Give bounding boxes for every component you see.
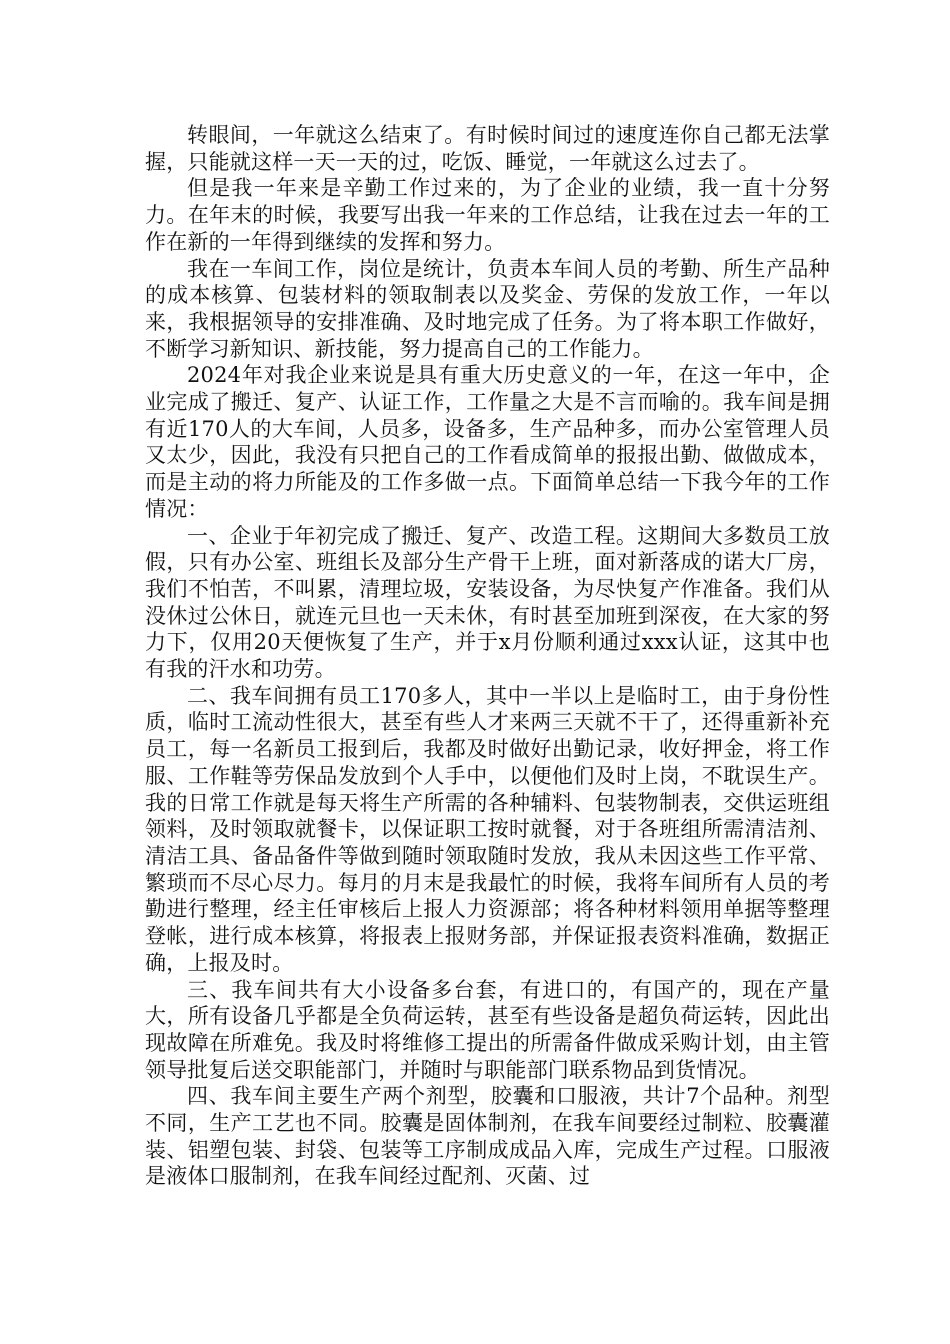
paragraph-intro: 转眼间，一年就这么结束了。有时候时间过的速度连你自己都无法掌握，只能就这样一天一天的过，吃饭、睡觉，一年就这么过去了。 (145, 123, 830, 174)
paragraph-item-4: 四、我车间主要生产两个剂型，胶囊和口服液，共计7个品种。剂型不同，生产工艺也不同。胶囊是固体制剂，在我车间要经过制粒、胶囊灌装、铝塑包装、封袋、包装等工序制成成品入库，完成生产过程。口服液是液体口服制剂，在我车间经过配剂、灭菌、过 (145, 1084, 830, 1189)
paragraph-item-2: 二、我车间拥有员工170多人，其中一半以上是临时工，由于身份性质，临时工流动性很大，甚至有些人才来两三天就不干了，还得重新补充员工，每一名新员工报到后，我都及时做好出勤记录，收好押金，将工作服、工作鞋等劳保品发放到个人手中，以便他们及时上岗，不耽误生产。我的日常工作就是每天将生产所需的各种辅料、包装物制表，交供运班组领料，及时领取就餐卡，以保证职工按时就餐，对于各班组所需清洁剂、清洁工具、备品备件等做到随时领取随时发放，我从未因这些工作平常、繁琐而不尽心尽力。每月的月末是我最忙的时候，我将车间所有人员的考勤进行整理，经主任审核后上报人力资源部；将各种材料领用单据等整理登帐，进行成本核算，将报表上报财务部，并保证报表资料准确，数据正确，上报及时。 (145, 683, 830, 975)
paragraph-item-1: 一、企业于年初完成了搬迁、复产、改造工程。这期间大多数员工放假，只有办公室、班组长及部分生产骨干上班，面对新落成的诺大厂房，我们不怕苦，不叫累，清理垃圾，安装设备，为尽快复产作准备。我们从没休过公休日，就连元旦也一天未休，有时甚至加班到深夜，在大家的努力下，仅用20天便恢复了生产，并于x月份顺利通过xxx认证，这其中也有我的汗水和功劳。 (145, 523, 830, 682)
paragraph-position: 我在一车间工作，岗位是统计，负责本车间人员的考勤、所生产品种的成本核算、包装材料的领取制表以及奖金、劳保的发放工作，一年以来，我根据领导的安排准确、及时地完成了任务。为了将本职工作做好，不断学习新知识、新技能，努力提高自己的工作能力。 (145, 256, 830, 361)
paragraph-year-overview: 2024年对我企业来说是具有重大历史意义的一年，在这一年中，企业完成了搬迁、复产、认证工作，工作量之大是不言而喻的。我车间是拥有近170人的大车间，人员多，设备多，生产品种多，而办公室管理人员又太少，因此，我没有只把自己的工作看成简单的报报出勤、做做成本，而是主动的将力所能及的工作多做一点。下面简单总结一下我今年的工作情况： (145, 363, 830, 521)
paragraph-item-3: 三、我车间共有大小设备多台套，有进口的，有国产的，现在产量大，所有设备几乎都是全负荷运转，甚至有些设备是超负荷运转，因此出现故障在所难免。我及时将维修工提出的所需备件做成采购计划，由主管领导批复后送交职能部门，并随时与职能部门联系物品到货情况。 (145, 977, 830, 1082)
paragraph-effort: 但是我一年来是辛勤工作过来的，为了企业的业绩，我一直十分努力。在年末的时候，我要写出我一年来的工作总结，让我在过去一年的工作在新的一年得到继续的发挥和努力。 (145, 176, 830, 254)
document-body (145, 122, 830, 1190)
